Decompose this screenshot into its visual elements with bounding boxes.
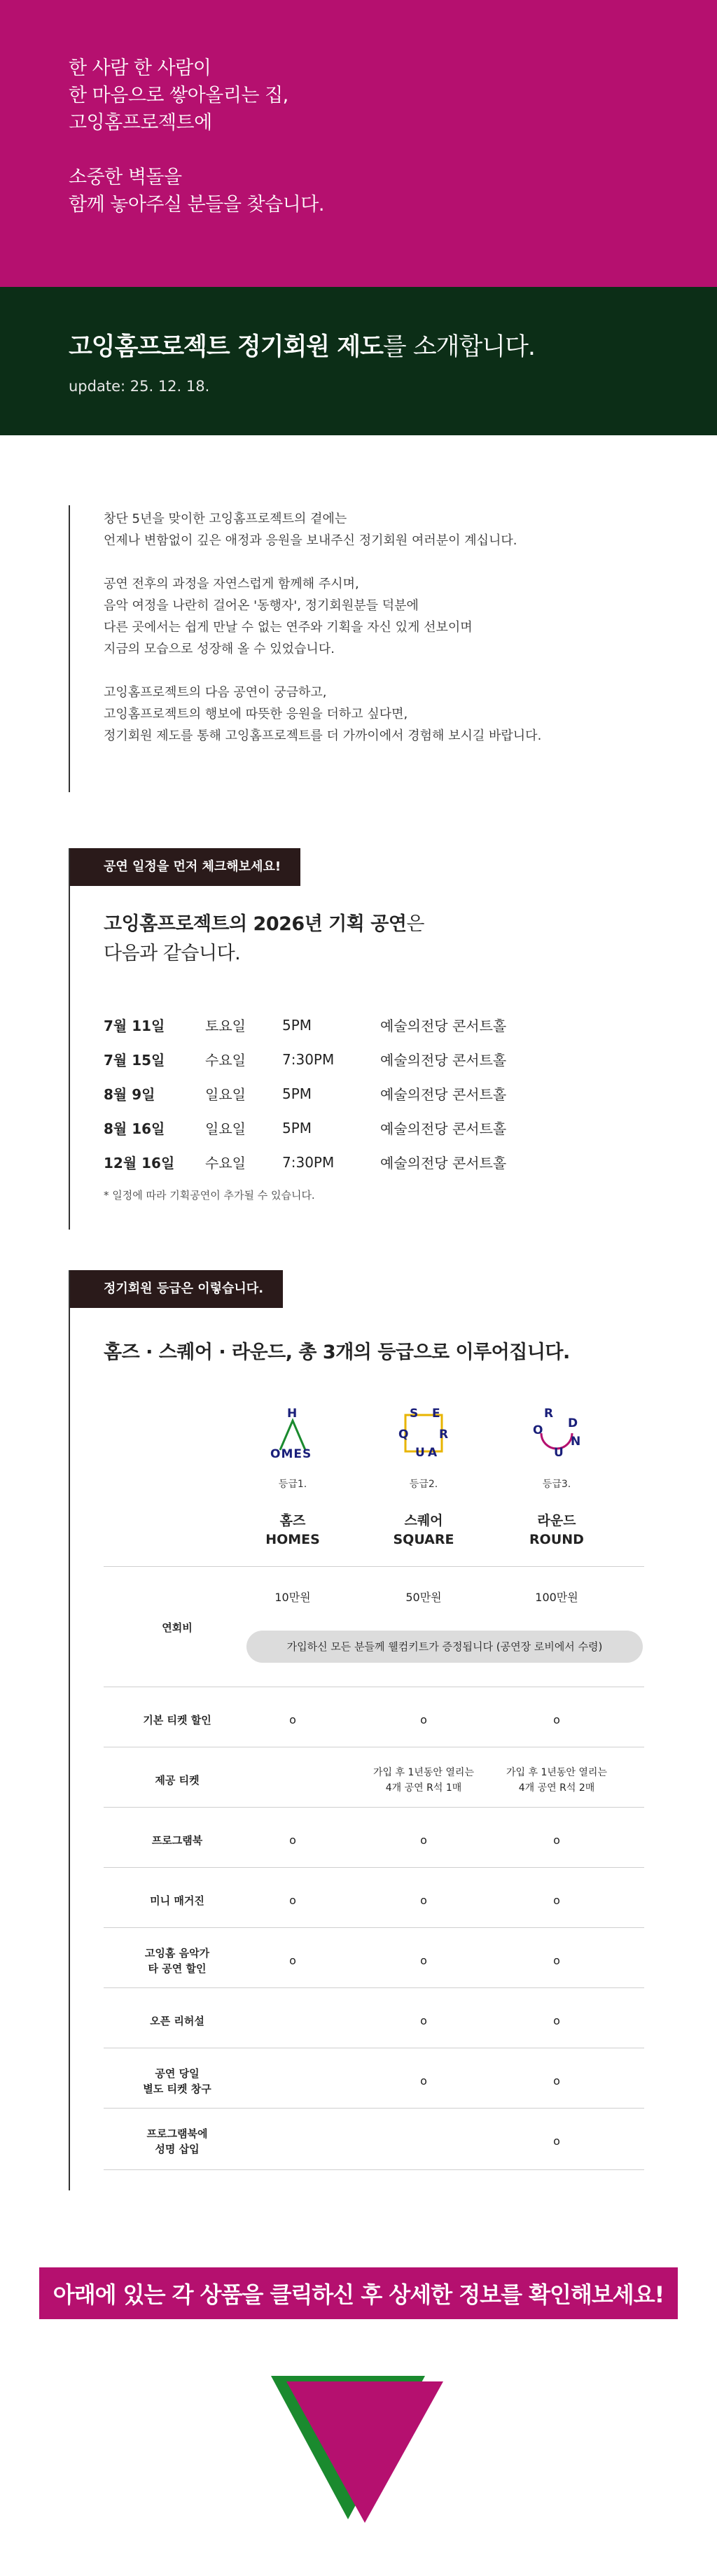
logo-letter: S — [410, 1407, 419, 1421]
schedule-date: 7월 15일 — [104, 1052, 165, 1069]
benefit-value: o — [420, 1954, 427, 1967]
benefit-value: o — [553, 2014, 560, 2027]
grade-level: 등급3. — [542, 1479, 571, 1490]
hero-line: 고잉홈프로젝트에 — [69, 112, 212, 134]
page-title — [69, 328, 717, 363]
benefit-label: 프로그램북에 성명 삽입 — [146, 2127, 208, 2155]
benefit-label: 오픈 리허설 — [150, 2015, 204, 2027]
schedule-venue: 예술의전당 콘서트홀 — [380, 1086, 507, 1103]
benefit-label: 프로그램북 — [151, 1834, 203, 1847]
logo-letter: N — [571, 1435, 581, 1449]
benefit-value: o — [420, 1894, 427, 1907]
schedule-day: 일요일 — [205, 1086, 246, 1103]
schedule-time: 5PM — [282, 1085, 312, 1102]
logo-letter: D — [568, 1416, 578, 1430]
schedule-date: 8월 9일 — [104, 1086, 155, 1103]
schedule-venue: 예술의전당 콘서트홀 — [380, 1120, 507, 1137]
schedule-date: 7월 11일 — [104, 1018, 165, 1034]
page-spacer — [0, 435, 717, 2576]
schedule-note: * 일정에 따라 기획공연이 추가될 수 있습니다. — [104, 1189, 315, 1202]
benefit-value: o — [553, 1834, 560, 1847]
membership-title: 홈즈 · 스퀘어 · 라운드, 총 3개의 등급으로 이루어집니다. — [104, 1342, 570, 1363]
grade-name-ko: 라운드 — [537, 1513, 576, 1528]
title-rest: 를 소개합니다. — [382, 333, 536, 361]
schedule-venue: 예술의전당 콘서트홀 — [380, 1155, 507, 1171]
grade-name-ko: 홈즈 — [279, 1513, 306, 1528]
logo-letter: R — [544, 1407, 554, 1421]
fee-value: 10만원 — [274, 1591, 311, 1604]
schedule-day: 토요일 — [205, 1018, 246, 1034]
benefit-value: o — [420, 2074, 427, 2088]
benefit-value: o — [289, 1713, 296, 1726]
benefit-value: o — [289, 1834, 296, 1847]
logo-letter: A — [428, 1446, 438, 1460]
benefit-label: 공연 당일 별도 티켓 창구 — [143, 2067, 211, 2095]
membership-tag: 정기회원 등급은 이렇습니다. — [70, 1270, 283, 1308]
message-line: 다른 곳에서는 쉽게 만날 수 없는 연주와 기획을 자신 있게 선보이며 — [104, 620, 473, 635]
logo-letter: Q — [398, 1428, 409, 1442]
schedule-time: 7:30PM — [282, 1153, 335, 1171]
grade-name-en: HOMES — [265, 1532, 320, 1547]
schedule-venue: 예술의전당 콘서트홀 — [380, 1052, 507, 1069]
schedule-title-bold: 고잉홈프로젝트의 2026년 기획 공연 — [104, 913, 407, 935]
message-line: 정기회원 제도를 통해 고잉홈프로젝트를 더 가까이에서 경험해 보시길 바랍니다. — [104, 729, 542, 743]
message-line: 언제나 변함없이 깊은 애정과 응원을 보내주신 정기회원 여러분이 계십니다. — [104, 533, 517, 548]
logo-letter: U — [415, 1446, 425, 1460]
message-line: 음악 여정을 나란히 걸어온 '동행자', 정기회원분들 덕분에 — [104, 598, 419, 613]
benefit-value: o — [553, 2134, 560, 2148]
title-bold: 고잉홈프로젝트 정기회원 제도 — [69, 333, 383, 361]
schedule-day: 일요일 — [205, 1120, 246, 1137]
grade-level: 등급2. — [409, 1479, 438, 1490]
hero-section — [0, 0, 717, 287]
benefit-value: o — [289, 1954, 296, 1967]
benefit-value: o — [553, 2074, 560, 2088]
benefit-value: 가입 후 1년동안 열리는 4개 공연 R석 1매 — [373, 1767, 474, 1794]
message-line: 공연 전후의 과정을 자연스럽게 함께해 주시며, — [104, 577, 359, 591]
hero-line: 소중한 벽돌을 — [69, 167, 182, 188]
logo-letter: OMES — [270, 1447, 312, 1461]
message-line: 지금의 모습으로 성장해 올 수 있었습니다. — [104, 642, 335, 656]
update-date: update: 25. 12. 18. — [69, 378, 210, 395]
benefit-label: 제공 티켓 — [155, 1774, 200, 1787]
benefit-value: 가입 후 1년동안 열리는 4개 공연 R석 2매 — [506, 1767, 607, 1794]
benefit-value: o — [553, 1954, 560, 1967]
message-line: 창단 5년을 맞이한 고잉홈프로젝트의 곁에는 — [104, 512, 347, 526]
benefit-value: o — [289, 1894, 296, 1907]
schedule-time: 5PM — [282, 1119, 312, 1136]
benefit-value: o — [420, 1713, 427, 1726]
message-line: 고잉홈프로젝트의 다음 공연이 궁금하고, — [104, 685, 327, 700]
schedule-title-line2: 다음과 같습니다. — [104, 943, 241, 964]
grade-name-en: SQUARE — [393, 1532, 454, 1547]
grade-name-en: ROUND — [529, 1532, 584, 1547]
benefit-label: 미니 매거진 — [150, 1894, 204, 1907]
logo-letter: U — [554, 1446, 564, 1460]
hero-line: 한 사람 한 사람이 — [69, 57, 211, 79]
schedule-day: 수요일 — [205, 1052, 246, 1069]
schedule-title-rest: 은 — [406, 913, 425, 935]
logo-letter: O — [533, 1423, 543, 1437]
logo-letter: R — [439, 1428, 449, 1442]
logo-letter: E — [432, 1407, 440, 1421]
schedule-venue: 예술의전당 콘서트홀 — [380, 1018, 507, 1034]
benefit-value: o — [420, 1834, 427, 1847]
message-line: 고잉홈프로젝트의 행보에 따뜻한 응원을 더하고 싶다면, — [104, 707, 408, 722]
schedule-time: 5PM — [282, 1016, 312, 1034]
benefit-value: o — [553, 1713, 560, 1726]
benefit-value: o — [553, 1894, 560, 1907]
fee-value: 50만원 — [405, 1591, 442, 1604]
welcome-kit-note: 가입하신 모든 분들께 웰컴키트가 증정됩니다 (공연장 로비에서 수령) — [246, 1631, 643, 1663]
product-banner-text: 아래에 있는 각 상품을 클릭하신 후 상세한 정보를 확인해보세요! — [39, 2267, 678, 2319]
hero-line: 함께 놓아주실 분들을 찾습니다. — [69, 194, 324, 216]
hero-line: 한 마음으로 쌓아올리는 집, — [69, 85, 288, 106]
fee-value: 100만원 — [535, 1591, 578, 1604]
schedule-date: 12월 16일 — [104, 1155, 175, 1171]
benefit-value: o — [420, 2014, 427, 2027]
schedule-day: 수요일 — [205, 1155, 246, 1171]
grade-name-ko: 스퀘어 — [404, 1513, 443, 1528]
fee-label: 연회비 — [162, 1621, 193, 1634]
logo-letter: H — [287, 1407, 298, 1421]
schedule-time: 7:30PM — [282, 1050, 335, 1068]
schedule-date: 8월 16일 — [104, 1120, 165, 1137]
intro-section — [0, 287, 717, 435]
benefit-label: 기본 티켓 할인 — [143, 1714, 211, 1726]
grade-level: 등급1. — [278, 1479, 307, 1490]
schedule-tag: 공연 일정을 먼저 체크해보세요! — [70, 848, 300, 886]
benefit-label: 고잉홈 음악가 타 공연 할인 — [144, 1947, 210, 1975]
